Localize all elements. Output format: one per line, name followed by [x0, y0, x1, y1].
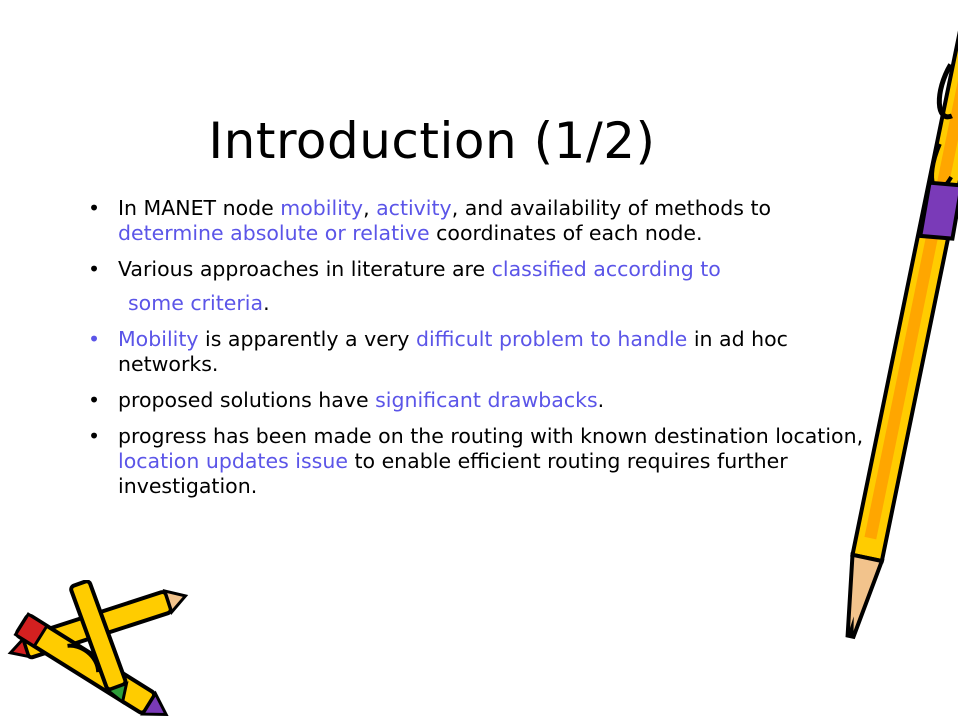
bullet-text: to enable efficient routing requires further investigation.	[118, 449, 788, 498]
bullet-text: in ad hoc networks.	[118, 327, 788, 376]
highlighted-text: some criteria	[128, 291, 264, 315]
bullet-item	[86, 257, 876, 316]
bullet-text: coordinates of each node.	[429, 221, 703, 245]
bullet-text: .	[263, 291, 270, 315]
highlighted-text: difficult problem to handle	[415, 327, 688, 351]
bullet-item	[86, 196, 876, 246]
bullet-text: In MANET node	[118, 196, 281, 220]
bullet-item	[86, 327, 876, 377]
highlighted-text: location updates issue	[118, 449, 348, 473]
bullet-text: ,	[363, 196, 377, 220]
bullet-item	[86, 388, 876, 413]
bullet-text: progress has been made on the routing with known destination location,	[118, 424, 864, 448]
crayons-icon	[0, 580, 200, 720]
bullet-text: proposed solutions have	[118, 388, 376, 412]
highlighted-text: significant drawbacks	[375, 388, 598, 412]
pencil-icon	[838, 0, 958, 720]
highlighted-text: determine absolute or relative	[118, 221, 430, 245]
highlighted-text: classified according to	[491, 257, 721, 281]
highlighted-text: Mobility	[118, 327, 199, 351]
bullet-text: is apparently a very	[198, 327, 416, 351]
bullet-item	[86, 424, 876, 499]
highlighted-text: mobility	[280, 196, 364, 220]
bullet-text: Various approaches in literature are	[118, 257, 492, 281]
bullet-list	[86, 196, 876, 510]
slide-title: Introduction (1/2)	[208, 112, 656, 170]
bullet-continuation	[118, 291, 876, 316]
highlighted-text: activity	[376, 196, 452, 220]
bullet-text: , and availability of methods to	[451, 196, 772, 220]
bullet-text: .	[597, 388, 605, 412]
